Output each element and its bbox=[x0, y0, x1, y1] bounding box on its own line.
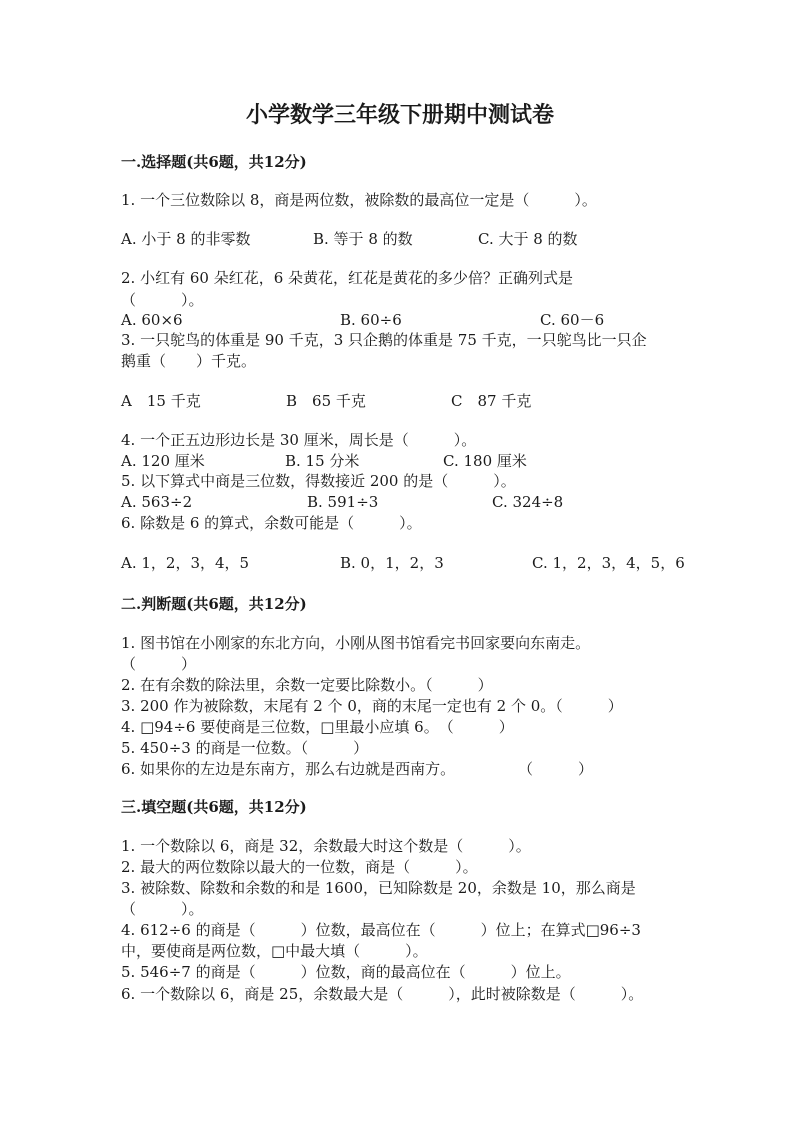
choice-q3-option-a: A 15 千克 bbox=[121, 392, 201, 410]
choice-q5-option-b: B. 591÷3 bbox=[307, 493, 379, 511]
section-heading-choice: 一.选择题(共6题，共12分) bbox=[121, 153, 307, 171]
choice-q6-option-b: B. 0，1，2，3 bbox=[340, 554, 444, 572]
judge-q3: 3. 200 作为被除数，末尾有 2 个 0，商的末尾一定也有 2 个 0。（ ） bbox=[121, 697, 623, 715]
choice-q1-option-b: B. 等于 8 的数 bbox=[313, 230, 413, 248]
fill-q3-line1: 3. 被除数、除数和余数的和是 1600，已知除数是 20，余数是 10，那么商是 bbox=[121, 879, 636, 897]
fill-q3-line2: （ ）。 bbox=[121, 900, 204, 918]
choice-q2-stem-line2: （ ）。 bbox=[121, 291, 204, 309]
choice-q5-option-a: A. 563÷2 bbox=[121, 493, 193, 511]
choice-q2-option-a: A. 60×6 bbox=[121, 311, 183, 329]
judge-q1-line2: （ ） bbox=[121, 655, 197, 673]
judge-q6-answer-blank: （ ） bbox=[518, 760, 594, 778]
choice-q4-option-c: C. 180 厘米 bbox=[443, 452, 527, 470]
fill-q1: 1. 一个数除以 6，商是 32，余数最大时这个数是（ ）。 bbox=[121, 837, 531, 855]
choice-q1-stem: 1. 一个三位数除以 8，商是两位数，被除数的最高位一定是（ ）。 bbox=[121, 191, 597, 209]
choice-q2-stem-line1: 2. 小红有 60 朵红花，6 朵黄花，红花是黄花的多少倍？正确列式是 bbox=[121, 269, 574, 287]
judge-q5: 5. 450÷3 的商是一位数。（ ） bbox=[121, 739, 369, 757]
judge-q1-line1: 1. 图书馆在小刚家的东北方向，小刚从图书馆看完书回家要向东南走。 bbox=[121, 634, 591, 652]
fill-q2: 2. 最大的两位数除以最大的一位数，商是（ ）。 bbox=[121, 858, 478, 876]
choice-q4-option-b: B. 15 分米 bbox=[285, 452, 360, 470]
fill-q5: 5. 546÷7 的商是（ ）位数，商的最高位在（ ）位上。 bbox=[121, 963, 571, 981]
choice-q6-option-a: A. 1，2，3，4，5 bbox=[121, 554, 250, 572]
choice-q1-option-a: A. 小于 8 的非零数 bbox=[121, 230, 251, 248]
choice-q3-option-b: B 65 千克 bbox=[286, 392, 366, 410]
choice-q3-stem-line1: 3. 一只鸵鸟的体重是 90 千克，3 只企鹅的体重是 75 千克，一只鸵鸟比一只企 bbox=[121, 331, 647, 349]
choice-q2-option-b: B. 60÷6 bbox=[340, 311, 402, 329]
choice-q5-stem: 5. 以下算式中商是三位数，得数接近 200 的是（ ）。 bbox=[121, 472, 516, 490]
judge-q4: 4. □94÷6 要使商是三位数，□里最小应填 6。 （ ） bbox=[121, 718, 514, 736]
choice-q5-option-c: C. 324÷8 bbox=[492, 493, 564, 511]
page-title: 小学数学三年级下册期中测试卷 bbox=[245, 102, 554, 128]
judge-q6: 6. 如果你的左边是东南方，那么右边就是西南方。 bbox=[121, 760, 456, 778]
choice-q3-stem-line2: 鹅重（ ）千克。 bbox=[121, 352, 257, 370]
fill-q6: 6. 一个数除以 6，商是 25，余数最大是（ ），此时被除数是（ ）。 bbox=[121, 985, 644, 1003]
judge-q2: 2. 在有余数的除法里，余数一定要比除数小。（ ） bbox=[121, 676, 493, 694]
fill-q4-line1: 4. 612÷6 的商是（ ）位数，最高位在（ ）位上；在算式□96÷3 bbox=[121, 921, 641, 939]
choice-q6-stem: 6. 除数是 6 的算式，余数可能是（ ）。 bbox=[121, 514, 422, 532]
fill-q4-line2: 中，要使商是两位数，□中最大填（ ）。 bbox=[121, 942, 428, 960]
section-heading-fill: 三.填空题(共6题，共12分) bbox=[121, 798, 307, 816]
section-heading-judge: 二.判断题(共6题，共12分) bbox=[121, 595, 307, 613]
choice-q3-option-c: C 87 千克 bbox=[451, 392, 532, 410]
choice-q6-option-c: C. 1，2，3，4，5，6 bbox=[532, 554, 685, 572]
choice-q1-option-c: C. 大于 8 的数 bbox=[478, 230, 578, 248]
choice-q2-option-c: C. 60－6 bbox=[540, 311, 605, 329]
choice-q4-stem: 4. 一个正五边形边长是 30 厘米，周长是（ ）。 bbox=[121, 431, 477, 449]
choice-q4-option-a: A. 120 厘米 bbox=[121, 452, 205, 470]
